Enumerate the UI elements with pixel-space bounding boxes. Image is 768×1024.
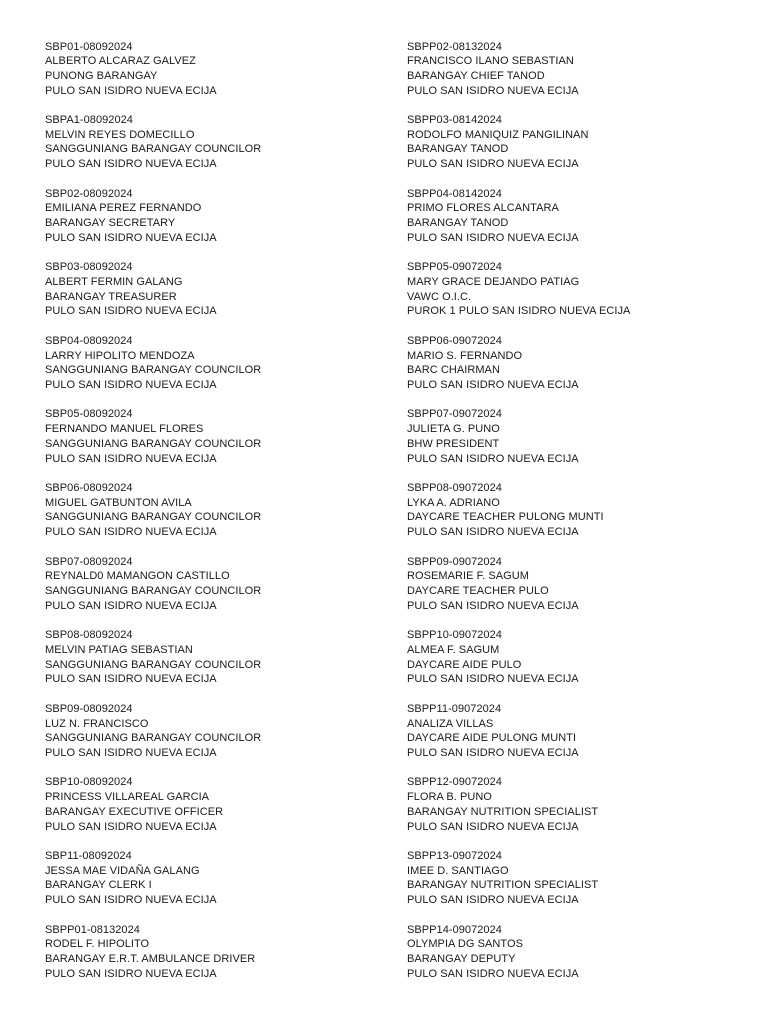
- record-name: MARY GRACE DEJANDO PATIAG: [407, 275, 580, 288]
- record-position: DAYCARE AIDE PULO: [407, 658, 522, 671]
- record-address: PULO SAN ISIDRO NUEVA ECIJA: [45, 305, 217, 318]
- record-id: SBPP10-09072024: [407, 629, 502, 642]
- record-position: BARANGAY TANOD: [407, 143, 509, 156]
- record-position: DAYCARE AIDE PULONG MUNTI: [407, 732, 577, 745]
- record-position: BARANGAY NUTRITION SPECIALIST: [407, 805, 599, 818]
- record-address: PULO SAN ISIDRO NUEVA ECIJA: [45, 84, 217, 97]
- record-name: REYNALD0 MAMANGON CASTILLO: [45, 570, 230, 583]
- personnel-record: [45, 260, 385, 334]
- personnel-record: [45, 702, 385, 776]
- record-name: LUZ N. FRANCISCO: [45, 717, 149, 730]
- record-name: FLORA B. PUNO: [407, 791, 493, 804]
- record-address: PULO SAN ISIDRO NUEVA ECIJA: [407, 746, 579, 759]
- record-position: SANGGUNIANG BARANGAY COUNCILOR: [45, 143, 262, 156]
- record-id: SBP08-08092024: [45, 629, 133, 642]
- personnel-record: [45, 334, 385, 408]
- record-name: PRINCESS VILLAREAL GARCIA: [45, 791, 210, 804]
- personnel-record: [407, 555, 747, 629]
- personnel-record: [45, 187, 385, 261]
- record-position: PUNONG BARANGAY: [45, 69, 158, 82]
- record-position: DAYCARE TEACHER PULONG MUNTI: [407, 511, 604, 524]
- record-name: IMEE D. SANTIAGO: [407, 864, 509, 877]
- record-id: SBP04-08092024: [45, 334, 133, 347]
- personnel-record: [407, 113, 747, 187]
- record-name: PRIMO FLORES ALCANTARA: [407, 202, 559, 215]
- record-name: ANALIZA VILLAS: [407, 717, 494, 730]
- record-id: SBPP02-08132024: [407, 40, 502, 53]
- record-address: PULO SAN ISIDRO NUEVA ECIJA: [45, 967, 217, 980]
- personnel-record: [407, 407, 747, 481]
- record-id: SBPP01-08132024: [45, 923, 140, 936]
- record-name: MIGUEL GATBUNTON AVILA: [45, 496, 192, 509]
- record-id: SBP02-08092024: [45, 187, 133, 200]
- personnel-record: [407, 481, 747, 555]
- record-address: PULO SAN ISIDRO NUEVA ECIJA: [407, 84, 579, 97]
- record-name: LARRY HIPOLITO MENDOZA: [45, 349, 195, 362]
- record-address: PULO SAN ISIDRO NUEVA ECIJA: [45, 746, 217, 759]
- record-id: SBPP07-09072024: [407, 408, 502, 421]
- record-position: BARANGAY E.R.T. AMBULANCE DRIVER: [45, 953, 256, 965]
- record-address: PULO SAN ISIDRO NUEVA ECIJA: [407, 526, 579, 539]
- record-name: ALBERTO ALCARAZ GALVEZ: [45, 55, 196, 68]
- record-position: BHW PRESIDENT: [407, 437, 500, 450]
- record-id: SBPP05-09072024: [407, 261, 502, 274]
- personnel-record: [407, 702, 747, 776]
- record-id: SBPP03-08142024: [407, 114, 502, 127]
- record-address: PULO SAN ISIDRO NUEVA ECIJA: [45, 673, 217, 686]
- record-id: SBPP04-08142024: [407, 187, 502, 200]
- record-name: ROSEMARIE F. SAGUM: [407, 570, 529, 583]
- right-column: [407, 40, 747, 997]
- personnel-record: [407, 849, 747, 923]
- record-name: RODEL F. HIPOLITO: [45, 938, 150, 951]
- record-address: PULO SAN ISIDRO NUEVA ECIJA: [407, 378, 579, 391]
- record-position: SANGGUNIANG BARANGAY COUNCILOR: [45, 437, 262, 450]
- record-position: DAYCARE TEACHER PULO: [407, 585, 549, 598]
- left-column: [45, 40, 385, 997]
- record-position: BARANGAY CLERK I: [45, 879, 152, 892]
- record-id: SBPP11-09072024: [407, 702, 502, 715]
- record-position: BARANGAY SECRETARY: [45, 217, 176, 230]
- record-position: SANGGUNIANG BARANGAY COUNCILOR: [45, 658, 262, 671]
- record-address: PULO SAN ISIDRO NUEVA ECIJA: [45, 231, 217, 244]
- record-id: SBPP12-09072024: [407, 776, 502, 789]
- personnel-record: [45, 407, 385, 481]
- record-address: PULO SAN ISIDRO NUEVA ECIJA: [407, 158, 579, 171]
- record-address: PULO SAN ISIDRO NUEVA ECIJA: [45, 158, 217, 171]
- record-name: OLYMPIA DG SANTOS: [407, 938, 523, 951]
- record-name: LYKA A. ADRIANO: [407, 496, 500, 509]
- record-name: MELVIN PATIAG SEBASTIAN: [45, 643, 193, 656]
- record-name: MARIO S. FERNANDO: [407, 349, 523, 362]
- record-address: PULO SAN ISIDRO NUEVA ECIJA: [45, 526, 217, 539]
- personnel-record: [45, 923, 385, 997]
- record-address: PULO SAN ISIDRO NUEVA ECIJA: [45, 378, 217, 391]
- record-position: BARANGAY TANOD: [407, 217, 509, 230]
- record-address: PULO SAN ISIDRO NUEVA ECIJA: [407, 673, 579, 686]
- record-position: SANGGUNIANG BARANGAY COUNCILOR: [45, 732, 262, 745]
- personnel-record: [407, 260, 747, 334]
- record-id: SBP05-08092024: [45, 408, 133, 421]
- personnel-record: [407, 628, 747, 702]
- record-id: SBP03-08092024: [45, 261, 133, 274]
- personnel-record: [45, 775, 385, 849]
- record-id: SBPP13-09072024: [407, 850, 502, 863]
- personnel-record: [407, 334, 747, 408]
- record-name: RODOLFO MANIQUIZ PANGILINAN: [407, 128, 589, 141]
- record-id: SBP10-08092024: [45, 776, 133, 789]
- personnel-record: [45, 113, 385, 187]
- record-position: BARANGAY EXECUTIVE OFFICER: [45, 805, 224, 818]
- personnel-record: [407, 775, 747, 849]
- record-address: PULO SAN ISIDRO NUEVA ECIJA: [45, 820, 217, 833]
- record-id: SBPP14-09072024: [407, 923, 502, 936]
- record-position: BARANGAY DEPUTY: [407, 953, 516, 965]
- personnel-record: [45, 40, 385, 114]
- record-id: SBPA1-08092024: [45, 114, 133, 127]
- record-position: SANGGUNIANG BARANGAY COUNCILOR: [45, 585, 262, 598]
- record-name: JULIETA G. PUNO: [407, 423, 500, 436]
- personnel-record: [407, 40, 747, 114]
- record-name: MELVIN REYES DOMECILLO: [45, 128, 195, 141]
- record-id: SBP06-08092024: [45, 482, 133, 495]
- record-position: BARANGAY CHIEF TANOD: [407, 69, 545, 82]
- record-address: PUROK 1 PULO SAN ISIDRO NUEVA ECIJA: [407, 305, 631, 318]
- record-address: PULO SAN ISIDRO NUEVA ECIJA: [407, 820, 579, 833]
- record-id: SBP01-08092024: [45, 40, 133, 53]
- record-position: SANGGUNIANG BARANGAY COUNCILOR: [45, 511, 262, 524]
- personnel-record: [45, 555, 385, 629]
- record-id: SBPP09-09072024: [407, 555, 502, 568]
- record-position: BARANGAY NUTRITION SPECIALIST: [407, 879, 599, 892]
- record-position: VAWC O.I.C.: [407, 290, 472, 303]
- personnel-record: [407, 187, 747, 261]
- record-address: PULO SAN ISIDRO NUEVA ECIJA: [407, 894, 579, 907]
- record-name: ALBERT FERMIN GALANG: [45, 275, 183, 288]
- record-id: SBPP06-09072024: [407, 334, 502, 347]
- record-address: PULO SAN ISIDRO NUEVA ECIJA: [407, 967, 579, 980]
- record-address: PULO SAN ISIDRO NUEVA ECIJA: [45, 452, 217, 465]
- personnel-record: [407, 923, 747, 997]
- record-id: SBP09-08092024: [45, 702, 133, 715]
- personnel-record: [45, 849, 385, 923]
- record-address: PULO SAN ISIDRO NUEVA ECIJA: [45, 894, 217, 907]
- record-address: PULO SAN ISIDRO NUEVA ECIJA: [407, 231, 579, 244]
- record-name: JESSA MAE VIDAÑA GALANG: [45, 864, 200, 877]
- personnel-record: [45, 481, 385, 555]
- record-position: BARC CHAIRMAN: [407, 364, 500, 377]
- record-id: SBP07-08092024: [45, 555, 133, 568]
- record-name: FRANCISCO ILANO SEBASTIAN: [407, 55, 574, 68]
- record-position: BARANGAY TREASURER: [45, 290, 177, 303]
- record-address: PULO SAN ISIDRO NUEVA ECIJA: [407, 599, 579, 612]
- record-address: PULO SAN ISIDRO NUEVA ECIJA: [407, 452, 579, 465]
- record-name: FERNANDO MANUEL FLORES: [45, 423, 204, 436]
- record-id: SBPP08-09072024: [407, 482, 502, 495]
- record-address: PULO SAN ISIDRO NUEVA ECIJA: [45, 599, 217, 612]
- personnel-record: [45, 628, 385, 702]
- record-position: SANGGUNIANG BARANGAY COUNCILOR: [45, 364, 262, 377]
- record-id: SBP11-08092024: [45, 850, 132, 863]
- record-name: EMILIANA PEREZ FERNANDO: [45, 202, 202, 215]
- record-name: ALMEA F. SAGUM: [407, 643, 500, 656]
